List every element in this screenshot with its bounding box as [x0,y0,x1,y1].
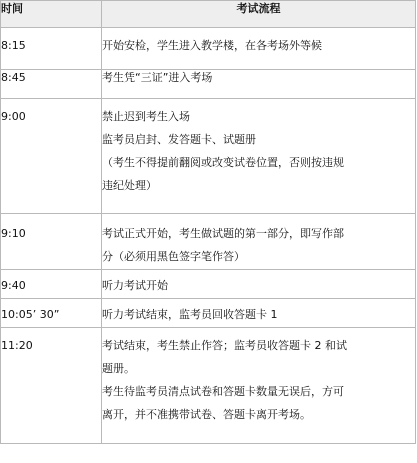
table-row [1,214,416,270]
line-gap [102,399,415,407]
line-gap [102,376,415,384]
time-cell: 10:05’ 30” [1,299,102,328]
process-line: 禁止迟到考生入场 [102,110,190,123]
table-row [1,328,416,444]
process-line: 考生待监考员清点试卷和答题卡数量无误后，方可 [102,385,344,398]
process-cell [102,99,416,214]
line-gap [102,147,415,155]
process-cell [102,270,416,299]
process-line: 听力考试开始 [102,279,168,292]
process-cell [102,299,416,328]
time-cell: 11:20 [1,328,102,444]
time-cell: 9:10 [1,214,102,270]
line-gap [102,170,415,178]
process-line: （考生不得提前翻阅或改变试卷位置，否则按违规 [102,156,344,169]
process-line: 考生凭“三证”进入考场 [102,71,213,84]
line-gap [102,241,415,249]
table-row [1,99,416,214]
line-gap [102,353,415,361]
table-row [1,70,416,99]
table-row [1,299,416,328]
header-row [1,1,416,28]
line-gap [102,124,415,132]
time-cell: 8:45 [1,70,102,99]
process-line: 考试正式开始，考生做试题的第一部分，即写作部 [102,227,344,240]
process-cell [102,328,416,444]
table-row [1,28,416,70]
process-cell [102,214,416,270]
time-cell: 9:00 [1,99,102,214]
process-line: 分（必须用黑色签字笔作答） [102,250,245,263]
process-line: 题册。 [102,362,135,375]
process-line: 听力考试结束，监考员回收答题卡 1 [102,308,278,321]
process-line: 违纪处理） [102,179,157,192]
process-cell [102,70,416,99]
process-line: 监考员启封、发答题卡、试题册 [102,133,256,146]
process-line: 开始安检，学生进入教学楼，在各考场外等候 [102,39,322,52]
table-row [1,270,416,299]
header-time: 时间 [1,1,102,28]
process-cell [102,28,416,70]
time-cell: 9:40 [1,270,102,299]
header-process: 考试流程 [102,1,416,28]
time-cell: 8:15 [1,28,102,70]
process-line: 考试结束，考生禁止作答；监考员收答题卡 2 和试 [102,339,347,352]
process-line: 离开，并不准携带试卷、答题卡离开考场。 [102,408,311,421]
